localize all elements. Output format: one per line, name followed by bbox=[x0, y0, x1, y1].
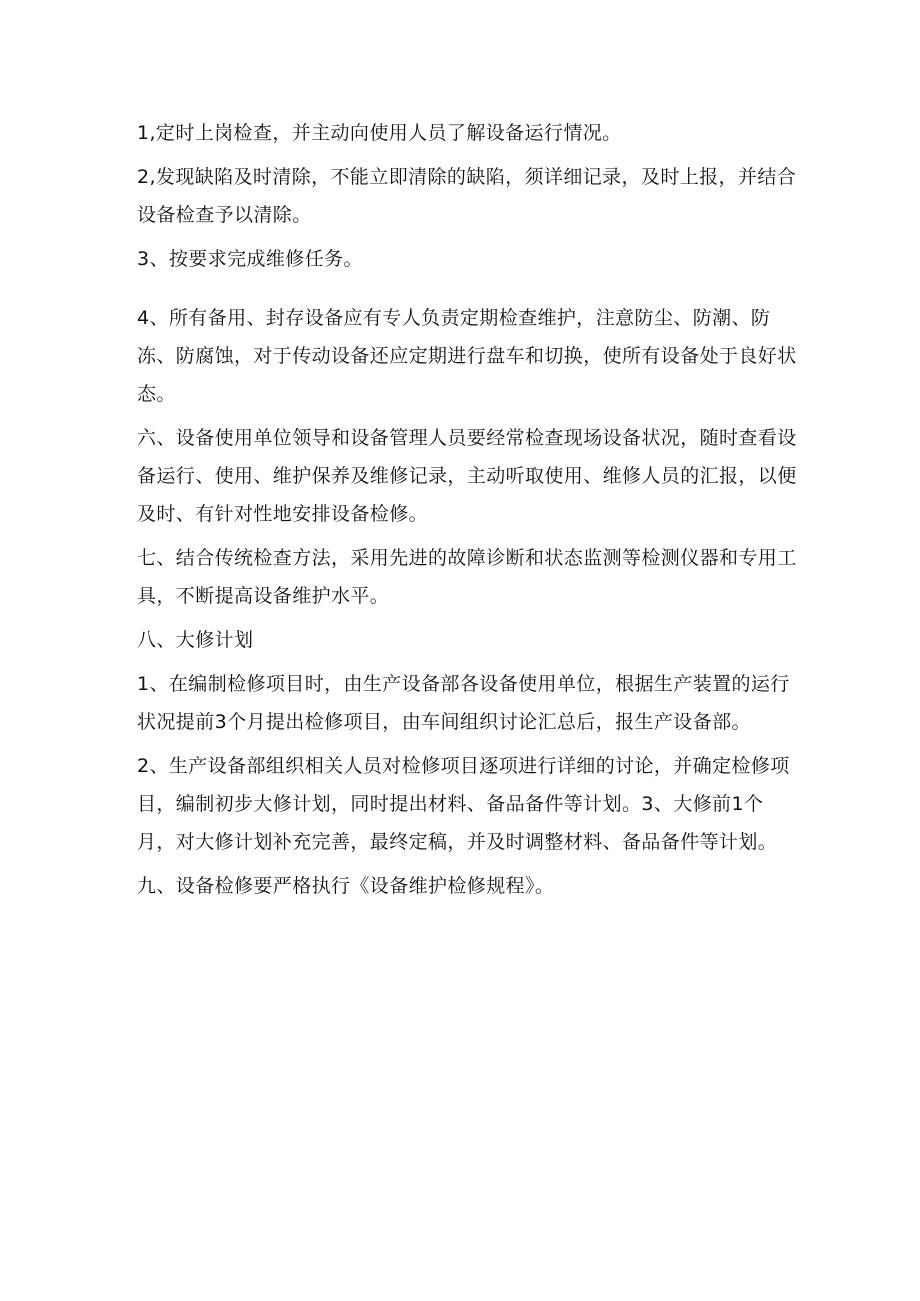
paragraph-1: 1,定时上岗检查，并主动向使用人员了解设备运行情况。 bbox=[137, 122, 622, 144]
paragraph-8-2: 2、生产设备部组织相关人员对检修项目逐项进行详细的讨论，并确定检修项目，编制初步大修计划，同时提出材料、备品备件等计划。3、大修前1个月，对大修计划补充完善，最终定稿，并及时调整材料、备品备件等计划。 bbox=[137, 755, 790, 853]
heading-section-8: 八、大修计划 bbox=[137, 629, 254, 651]
paragraph-4: 4、所有备用、封存设备应有专人负责定期检查维护，注意防尘、防潮、防冻、防腐蚀，对于传动设备还应定期进行盘车和切换，使所有设备处于良好状态。 bbox=[137, 307, 797, 405]
paragraph-section-9: 九、设备检修要严格执行《设备维护检修规程》。 bbox=[137, 875, 555, 897]
paragraph-2: 2,发现缺陷及时清除，不能立即清除的缺陷，须详细记录，及时上报，并结合设备检查予以清除。 bbox=[137, 166, 797, 226]
paragraph-8-1: 1、在编制检修项目时，由生产设备部各设备使用单位，根据生产装置的运行状况提前3个月提出检修项目，由车间组织讨论汇总后，报生产设备部。 bbox=[137, 673, 790, 733]
document-body bbox=[137, 114, 797, 911]
paragraph-section-7: 七、结合传统检查方法，采用先进的故障诊断和状态监测等检测仪器和专用工具，不断提高设备维护水平。 bbox=[137, 547, 797, 607]
paragraph-3: 3、按要求完成维修任务。 bbox=[137, 248, 363, 270]
paragraph-section-6: 六、设备使用单位领导和设备管理人员要经常检查现场设备状况，随时查看设备运行、使用、维护保养及维修记录，主动听取使用、维修人员的汇报，以便及时、有针对性地安排设备检修。 bbox=[137, 427, 797, 525]
